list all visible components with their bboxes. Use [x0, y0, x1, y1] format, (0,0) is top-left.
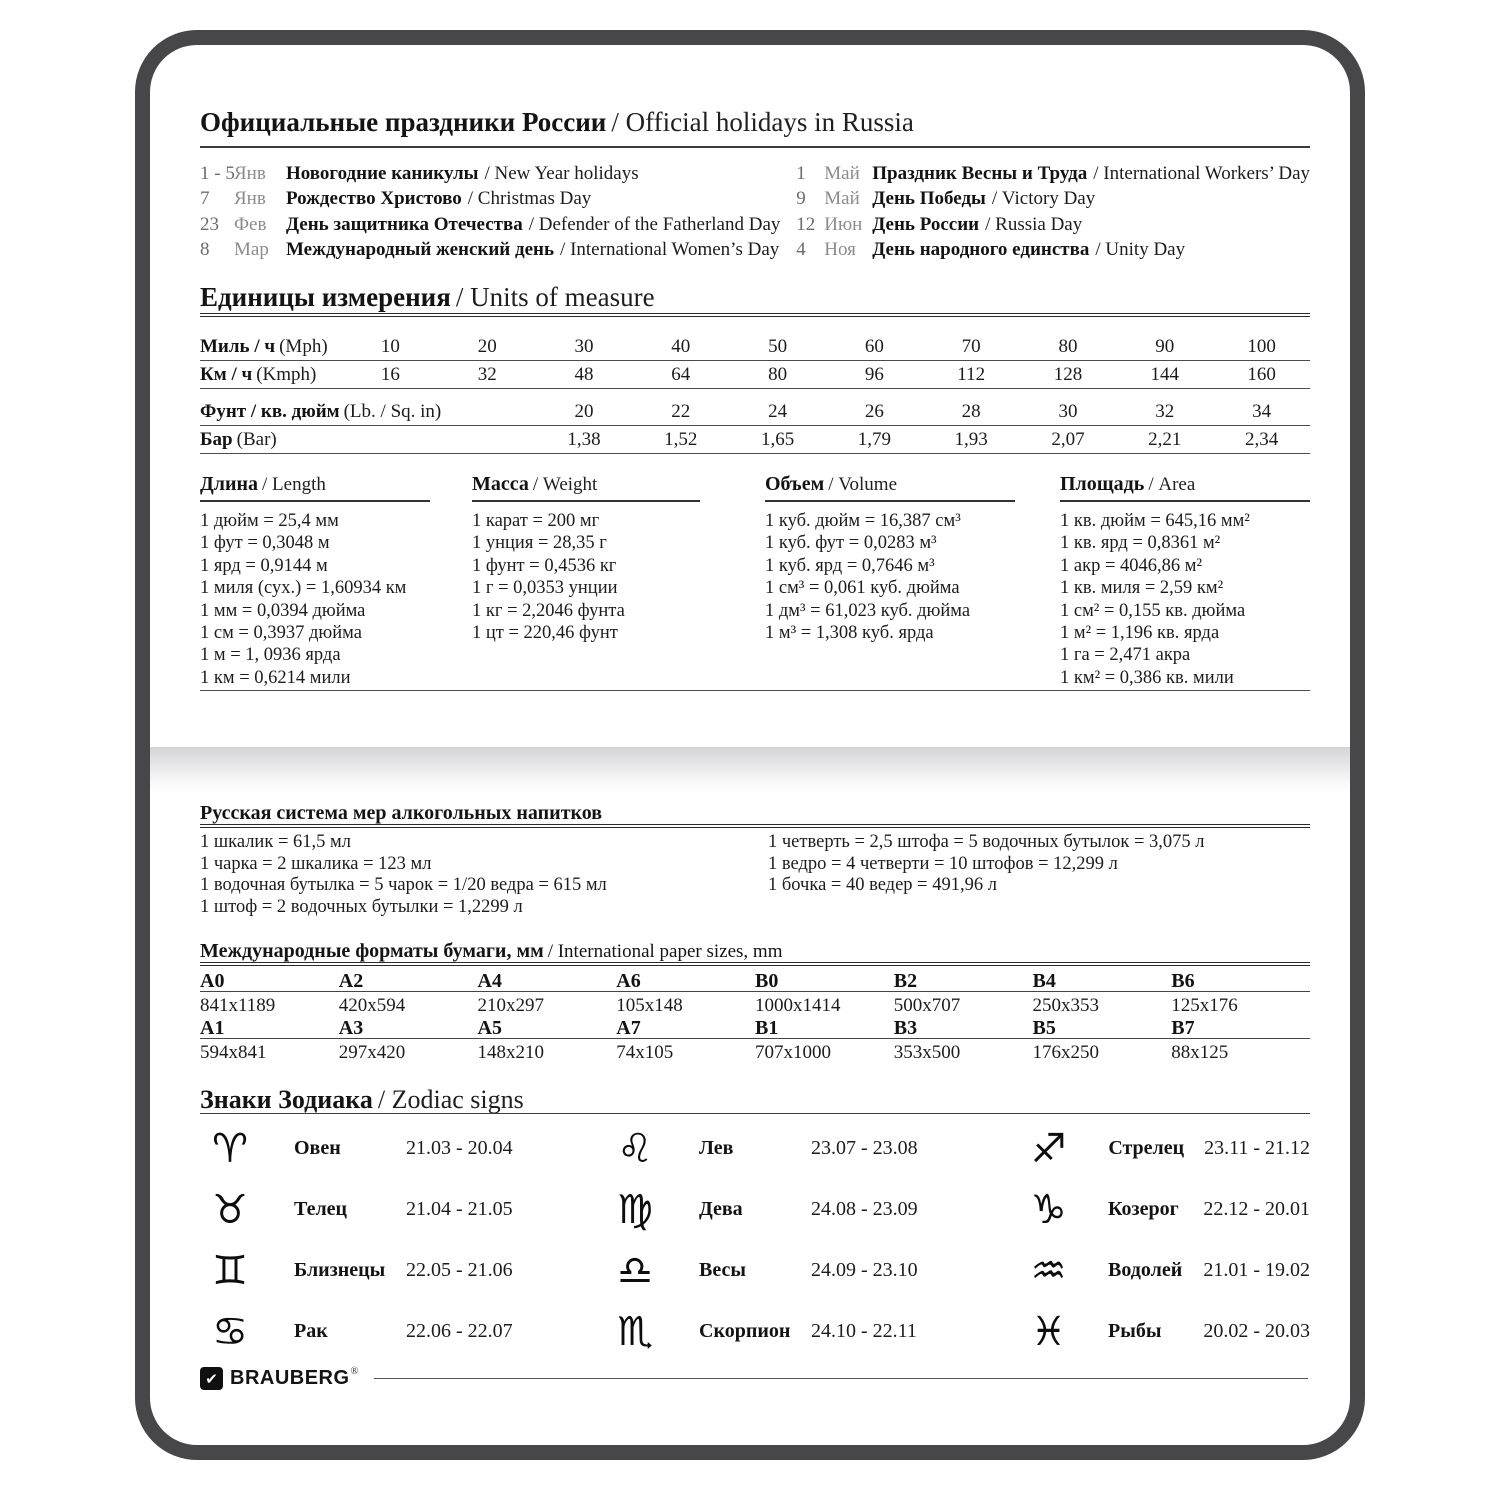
- alcohol-line: 1 ведро = 4 четверти = 10 штофов = 12,299 л: [768, 853, 1118, 874]
- holiday-row: [796, 212, 1310, 237]
- conversion-line: 1 см² = 0,155 кв. дюйма: [1060, 600, 1246, 621]
- alcohol-line: 1 шкалик = 61,5 мл: [200, 832, 351, 852]
- speed-table: [200, 333, 1310, 389]
- alcohol-left-column: [200, 832, 768, 918]
- sagittarius-icon: ♐: [1030, 1125, 1067, 1172]
- holiday-month: Янв: [234, 188, 266, 210]
- conversion-line: 1 г = 0,0353 унции: [472, 578, 618, 599]
- holiday-row: [796, 161, 1310, 186]
- alcohol-title: Русская система мер алкогольных напитков: [200, 802, 603, 824]
- units-divider: [200, 313, 1310, 317]
- conversion-line: 1 ярд = 0,9144 м: [200, 555, 328, 576]
- aquarius-icon: ♒: [1030, 1247, 1067, 1294]
- zodiac-row-aries: ♈ Овен 21.03 - 20.04: [200, 1118, 605, 1179]
- brand-footer: [200, 1367, 1310, 1390]
- zodiac-row-leo: ♌ Лев 23.07 - 23.08: [605, 1118, 1023, 1179]
- zodiac-divider: [200, 1113, 1310, 1114]
- pressure-row-label: Бар (Bar): [200, 428, 277, 450]
- virgo-icon: ♍: [617, 1186, 653, 1233]
- conversion-line: 1 фут = 0,3048 м: [200, 533, 330, 554]
- holiday-name: День защитника Отечества / Defender of the Fatherland Day: [286, 213, 781, 235]
- conversion-line: 1 кв. ярд = 0,8361 м²: [1060, 533, 1221, 554]
- holidays-left-column: [200, 161, 796, 263]
- holiday-day: 1 - 5: [200, 163, 235, 184]
- zodiac-row-taurus: ♉ Телец 21.04 - 21.05: [200, 1179, 605, 1240]
- conversion-line: 1 кв. дюйм = 645,16 мм²: [1060, 511, 1250, 531]
- holidays-title: [200, 107, 1310, 138]
- holiday-day: 7: [200, 188, 210, 210]
- paper-title: Международные форматы бумаги, мм / International paper sizes, mm: [200, 940, 783, 962]
- conversion-line: 1 кв. миля = 2,59 км²: [1060, 578, 1224, 599]
- alcohol-line: 1 бочка = 40 ведер = 491,96 л: [768, 875, 997, 895]
- conversion-line: 1 см = 0,3937 дюйма: [200, 623, 362, 644]
- holiday-day: 8: [200, 239, 210, 261]
- zodiac-row-sagittarius: ♐ Стрелец 23.11 - 21.12: [1023, 1118, 1310, 1179]
- brand-name: BRAUBERG: [230, 1367, 350, 1389]
- alcohol-right-column: [768, 832, 1310, 918]
- holiday-row: [200, 161, 796, 186]
- weight-column: [472, 473, 700, 644]
- holiday-month: Июн: [824, 213, 863, 235]
- holiday-month: Фев: [234, 213, 267, 235]
- registered-mark: ®: [350, 1366, 359, 1377]
- leo-icon: ♌: [617, 1125, 653, 1172]
- conversion-line: 1 унция = 28,35 г: [472, 533, 607, 554]
- holiday-day: 12: [796, 213, 816, 235]
- conversion-line: 1 дюйм = 25,4 мм: [200, 511, 339, 531]
- length-header: Длина / Length: [200, 473, 430, 502]
- units-title: [200, 282, 1310, 313]
- conversion-line: 1 мм = 0,0394 дюйма: [200, 600, 366, 621]
- paper-divider: [200, 962, 1310, 966]
- speed-row-label: Миль / ч (Mph): [200, 335, 328, 357]
- gemini-icon: ♊: [212, 1247, 248, 1294]
- weight-header: Масса / Weight: [472, 473, 700, 502]
- alcohol-line: 1 водочная бутылка = 5 чарок = 1/20 ведра = 615 мл: [200, 875, 607, 895]
- holiday-name: День России / Russia Day: [872, 213, 1083, 235]
- pressure-row-psi: Фунт / кв. дюйм (Lb. / Sq. in) 20 22 24 26 28 30 32 34: [200, 398, 1310, 426]
- holidays-title-en: / Official holidays in Russia: [611, 107, 914, 137]
- units-title-en: / Units of measure: [455, 282, 655, 312]
- holiday-row: [796, 186, 1310, 211]
- speed-row-label: Км / ч (Kmph): [200, 363, 317, 385]
- conversion-line: 1 м = 1, 0936 ярда: [200, 645, 341, 666]
- zodiac-row-libra: ♎ Весы 24.09 - 23.10: [605, 1240, 1023, 1301]
- conversion-line: 1 карат = 200 мг: [472, 511, 600, 531]
- conversion-line: 1 акр = 4046,86 м²: [1060, 555, 1203, 576]
- conversion-line: 1 куб. дюйм = 16,387 см³: [765, 511, 961, 531]
- zodiac-row-gemini: ♊ Близнецы 22.05 - 21.06: [200, 1240, 605, 1301]
- conversion-line: 1 кг = 2,2046 фунта: [472, 600, 625, 621]
- conversion-line: 1 миля (сух.) = 1,60934 км: [200, 578, 407, 599]
- holiday-day: 1: [796, 163, 806, 184]
- holiday-name: Новогодние каникулы / New Year holidays: [286, 163, 639, 184]
- page-fold-shadow: [150, 747, 1350, 793]
- units-bottom-divider: [200, 690, 1310, 691]
- area-column: [1060, 473, 1310, 689]
- paper-size-row: 594x841 297x420 148x210 74x105 707x1000 353x500 176x250 88x125: [200, 1042, 1229, 1063]
- alcohol-section: [200, 832, 1310, 918]
- holiday-name: Праздник Весны и Труда / International Workers’ Day: [872, 163, 1310, 184]
- pisces-icon: ♓: [1030, 1308, 1067, 1355]
- conversion-line: 1 фунт = 0,4536 кг: [472, 555, 617, 576]
- paper-label-row: A0 A2 A4 A6 B0 B2 B4 B6: [200, 970, 1310, 992]
- zodiac-row-cancer: ♋ Рак 22.06 - 22.07: [200, 1301, 605, 1362]
- capricorn-icon: ♑: [1030, 1186, 1067, 1233]
- conversion-line: 1 куб. ярд = 0,7646 м³: [765, 555, 935, 576]
- units-title-ru: Единицы измерения: [200, 282, 451, 312]
- holiday-row: [200, 186, 796, 211]
- cancer-icon: ♋: [212, 1308, 248, 1355]
- zodiac-row-capricorn: ♑ Козерог 22.12 - 20.01: [1023, 1179, 1310, 1240]
- aries-icon: ♈: [212, 1125, 248, 1172]
- holiday-row: [200, 212, 796, 237]
- holiday-day: 4: [796, 239, 806, 261]
- paper-label-row: A1 A3 A5 A7 B1 B3 B5 B7: [200, 1017, 1310, 1039]
- volume-column: [765, 473, 1015, 644]
- paper-table: [200, 970, 1310, 1064]
- zodiac-row-scorpio: ♏ Скорпион 24.10 - 22.11: [605, 1301, 1023, 1362]
- holidays-right-column: [796, 161, 1310, 263]
- conversion-line: 1 м³ = 1,308 куб. ярда: [765, 623, 934, 644]
- brauberg-checkmark-icon: ✔: [200, 1367, 223, 1390]
- zodiac-row-pisces: ♓ Рыбы 20.02 - 20.03: [1023, 1301, 1310, 1362]
- holiday-name: Рождество Христово / Christmas Day: [286, 188, 592, 210]
- alcohol-line: 1 чарка = 2 шкалика = 123 мл: [200, 853, 432, 874]
- conversions-section: [200, 473, 1310, 689]
- pressure-row-label: Фунт / кв. дюйм (Lb. / Sq. in): [200, 400, 442, 422]
- conversion-line: 1 км² = 0,386 кв. мили: [1060, 667, 1234, 688]
- holiday-name: Международный женский день / International Women’s Day: [286, 239, 780, 261]
- speed-row-kmph: Км / ч (Kmph) 16 32 48 64 80 96 112 128 144 160: [200, 361, 1310, 389]
- holiday-month: Май: [824, 163, 860, 184]
- holiday-month: Мар: [234, 239, 269, 261]
- holidays-divider: [200, 146, 1310, 148]
- zodiac-title: Знаки Зодиака / Zodiac signs: [200, 1085, 524, 1114]
- zodiac-grid: [200, 1118, 1310, 1362]
- holiday-row: [200, 237, 796, 262]
- pressure-table: [200, 398, 1310, 454]
- holiday-month: Янв: [234, 163, 266, 184]
- taurus-icon: ♉: [212, 1186, 248, 1233]
- conversion-line: 1 дм³ = 61,023 куб. дюйма: [765, 600, 971, 621]
- conversion-line: 1 м² = 1,196 кв. ярда: [1060, 623, 1220, 644]
- conversion-line: 1 см³ = 0,061 куб. дюйма: [765, 578, 960, 599]
- scorpio-icon: ♏: [617, 1308, 653, 1355]
- conversion-line: 1 га = 2,471 акра: [1060, 645, 1191, 666]
- holiday-month: Ноя: [824, 239, 856, 261]
- conversion-line: 1 куб. фут = 0,0283 м³: [765, 533, 937, 554]
- footer-rule: [374, 1378, 1308, 1379]
- libra-icon: ♎: [617, 1247, 653, 1294]
- zodiac-row-virgo: ♍ Дева 24.08 - 23.09: [605, 1179, 1023, 1240]
- alcohol-line: 1 штоф = 2 водочных бутылки = 1,2299 л: [200, 896, 523, 917]
- alcohol-line: 1 четверть = 2,5 штофа = 5 водочных бутылок = 3,075 л: [768, 832, 1205, 852]
- holiday-name: День народного единства / Unity Day: [872, 239, 1186, 261]
- conversion-line: 1 цт = 220,46 фунт: [472, 623, 618, 644]
- paper-size-row: 841x1189 420x594 210x297 105x148 1000x1414 500x707 250x353 125x176: [200, 995, 1238, 1016]
- holidays-list: [200, 161, 1310, 263]
- speed-row-mph: Миль / ч (Mph) 10 20 30 40 50 60 70 80 90 100: [200, 333, 1310, 361]
- holiday-row: [796, 237, 1310, 262]
- volume-header: Объем / Volume: [765, 473, 1015, 502]
- holiday-month: Май: [824, 188, 860, 210]
- planner-page-frame: [135, 30, 1365, 1460]
- holiday-day: 9: [796, 188, 806, 210]
- area-header: Площадь / Area: [1060, 473, 1310, 502]
- alcohol-divider: [200, 824, 1310, 828]
- zodiac-row-aquarius: ♒ Водолей 21.01 - 19.02: [1023, 1240, 1310, 1301]
- holidays-title-ru: Официальные праздники России: [200, 107, 607, 137]
- length-column: [200, 473, 430, 689]
- pressure-row-bar: Бар (Bar) 1,38 1,52 1,65 1,79 1,93 2,07 2,21 2,34: [200, 426, 1310, 454]
- conversion-line: 1 км = 0,6214 мили: [200, 667, 351, 688]
- holiday-name: День Победы / Victory Day: [872, 188, 1096, 210]
- holiday-day: 23: [200, 213, 219, 235]
